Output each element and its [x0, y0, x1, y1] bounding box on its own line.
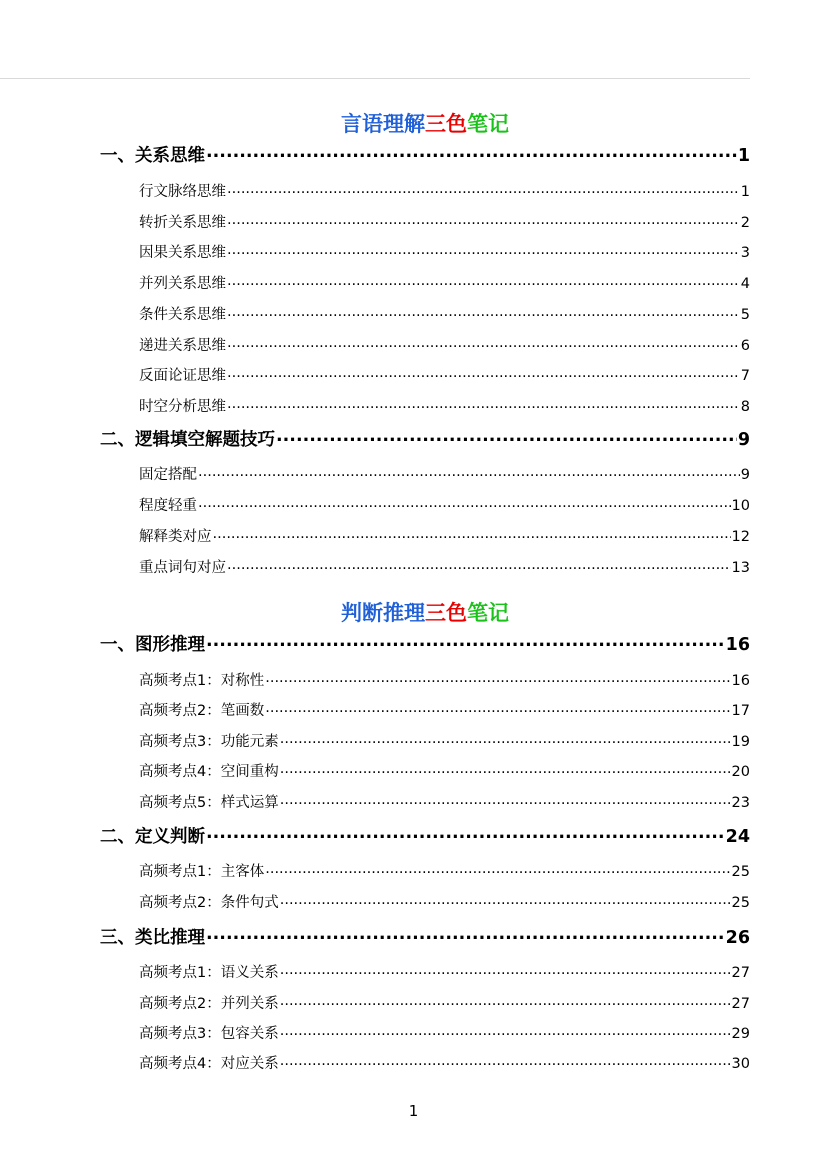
toc-item-label: 递进关系思维 — [139, 338, 226, 354]
toc-heading[interactable] — [100, 825, 750, 849]
toc-item[interactable] — [139, 762, 750, 782]
toc-item[interactable] — [139, 527, 750, 547]
title-part: 笔记 — [467, 601, 509, 625]
toc-item-label: 条件关系思维 — [139, 307, 226, 323]
toc-page-number: 7 — [740, 368, 750, 384]
title-part: 三色 — [425, 601, 467, 625]
toc-heading[interactable] — [100, 144, 750, 168]
page-number: 1 — [408, 1102, 419, 1120]
toc-item[interactable] — [139, 274, 750, 294]
toc-page-number: 23 — [731, 795, 750, 811]
dot-leader — [265, 671, 730, 691]
title-part: 判断推理 — [341, 601, 425, 625]
toc-heading-label: 二、逻辑填空解题技巧 — [100, 430, 275, 450]
toc-item[interactable] — [139, 1024, 750, 1044]
dot-leader — [227, 397, 740, 417]
toc-page-number: 4 — [740, 276, 750, 292]
toc-heading[interactable] — [100, 926, 750, 950]
toc-item[interactable] — [139, 397, 750, 417]
toc-item-label: 并列关系思维 — [139, 276, 226, 292]
toc-item-label: 高频考点4：对应关系 — [139, 1056, 279, 1072]
dot-leader — [280, 1024, 731, 1044]
toc-page-number: 24 — [725, 827, 750, 847]
toc-page-number: 27 — [731, 996, 750, 1012]
dot-leader — [206, 926, 725, 950]
toc-page-number: 16 — [731, 673, 750, 689]
toc-item[interactable] — [139, 366, 750, 386]
dot-leader — [227, 182, 740, 202]
toc-page-number: 5 — [740, 307, 750, 323]
toc-item-label: 高频考点2：条件句式 — [139, 895, 279, 911]
toc-item-label: 固定搭配 — [139, 467, 197, 483]
toc-page-number: 8 — [740, 399, 750, 415]
toc-page-number: 29 — [731, 1026, 750, 1042]
toc-item-label: 行文脉络思维 — [139, 184, 226, 200]
toc-item-label: 重点词句对应 — [139, 560, 226, 576]
toc-item-label: 因果关系思维 — [139, 245, 226, 261]
toc-page-number: 30 — [731, 1056, 750, 1072]
toc-item[interactable] — [139, 465, 750, 485]
toc-item[interactable] — [139, 243, 750, 263]
toc-page-number: 1 — [737, 146, 750, 166]
dot-leader — [227, 305, 740, 325]
dot-leader — [206, 144, 737, 168]
toc-page-number: 2 — [740, 215, 750, 231]
toc-item-label: 高频考点5：样式运算 — [139, 795, 279, 811]
dot-leader — [280, 963, 731, 983]
toc-item-label: 高频考点1：主客体 — [139, 864, 265, 880]
dot-leader — [280, 732, 731, 752]
toc-item-label: 程度轻重 — [139, 498, 197, 514]
dot-leader — [206, 633, 725, 657]
toc-item-label: 时空分析思维 — [139, 399, 226, 415]
toc-item-label: 高频考点2：并列关系 — [139, 996, 279, 1012]
dot-leader — [280, 994, 731, 1014]
toc-page-number: 19 — [731, 734, 750, 750]
toc-page-number: 9 — [737, 430, 750, 450]
toc-item-label: 高频考点3：功能元素 — [139, 734, 279, 750]
toc-page-number: 13 — [731, 560, 750, 576]
toc-item[interactable] — [139, 182, 750, 202]
section-title-reasoning — [100, 599, 750, 627]
toc-item[interactable] — [139, 213, 750, 233]
toc-item[interactable] — [139, 994, 750, 1014]
toc-heading[interactable] — [100, 428, 750, 452]
toc-item[interactable] — [139, 793, 750, 813]
toc-item-label: 转折关系思维 — [139, 215, 226, 231]
toc-item[interactable] — [139, 893, 750, 913]
dot-leader — [265, 862, 730, 882]
toc-item[interactable] — [139, 963, 750, 983]
toc-heading-label: 一、关系思维 — [100, 146, 205, 166]
toc-item[interactable] — [139, 336, 750, 356]
dot-leader — [198, 465, 740, 485]
toc-item-label: 高频考点3：包容关系 — [139, 1026, 279, 1042]
toc-item-label: 高频考点1：对称性 — [139, 673, 265, 689]
toc-page-number: 20 — [731, 764, 750, 780]
toc-item[interactable] — [139, 1054, 750, 1074]
dot-leader — [227, 274, 740, 294]
toc-page-number: 16 — [725, 635, 750, 655]
toc-page-number: 9 — [740, 467, 750, 483]
dot-leader — [280, 893, 731, 913]
dot-leader — [280, 762, 731, 782]
toc-page-number: 10 — [731, 498, 750, 514]
toc-item-label: 高频考点1：语义关系 — [139, 965, 279, 981]
toc-item[interactable] — [139, 496, 750, 516]
toc-heading[interactable] — [100, 633, 750, 657]
toc-page-number: 26 — [725, 928, 750, 948]
dot-leader — [227, 213, 740, 233]
toc-page-number: 25 — [731, 864, 750, 880]
dot-leader — [227, 558, 731, 578]
dot-leader — [227, 366, 740, 386]
dot-leader — [227, 336, 740, 356]
toc-page-number: 27 — [731, 965, 750, 981]
toc-item[interactable] — [139, 305, 750, 325]
title-part: 三色 — [425, 112, 467, 136]
title-part: 笔记 — [467, 112, 509, 136]
dot-leader — [280, 793, 731, 813]
dot-leader — [206, 825, 725, 849]
title-part: 言语理解 — [341, 112, 425, 136]
toc-item-label: 解释类对应 — [139, 529, 212, 545]
dot-leader — [276, 428, 737, 452]
section-title-verbal — [100, 110, 750, 138]
toc-page-number: 3 — [740, 245, 750, 261]
toc-item-label: 高频考点2：笔画数 — [139, 703, 265, 719]
toc-item[interactable] — [139, 862, 750, 882]
toc-heading-label: 一、图形推理 — [100, 635, 205, 655]
toc-page-number: 25 — [731, 895, 750, 911]
toc-page-number: 12 — [731, 529, 750, 545]
dot-leader — [280, 1054, 731, 1074]
toc-page-number: 17 — [731, 703, 750, 719]
dot-leader — [265, 701, 730, 721]
toc-page-number: 1 — [740, 184, 750, 200]
toc-item[interactable] — [139, 558, 750, 578]
toc-item[interactable] — [139, 671, 750, 691]
toc-heading-label: 二、定义判断 — [100, 827, 205, 847]
dot-leader — [213, 527, 731, 547]
toc-item[interactable] — [139, 701, 750, 721]
toc-item-label: 反面论证思维 — [139, 368, 226, 384]
toc-page-number: 6 — [740, 338, 750, 354]
toc-item-label: 高频考点4：空间重构 — [139, 764, 279, 780]
dot-leader — [198, 496, 731, 516]
dot-leader — [227, 243, 740, 263]
header-rule — [0, 78, 750, 79]
toc-heading-label: 三、类比推理 — [100, 928, 205, 948]
toc-item[interactable] — [139, 732, 750, 752]
